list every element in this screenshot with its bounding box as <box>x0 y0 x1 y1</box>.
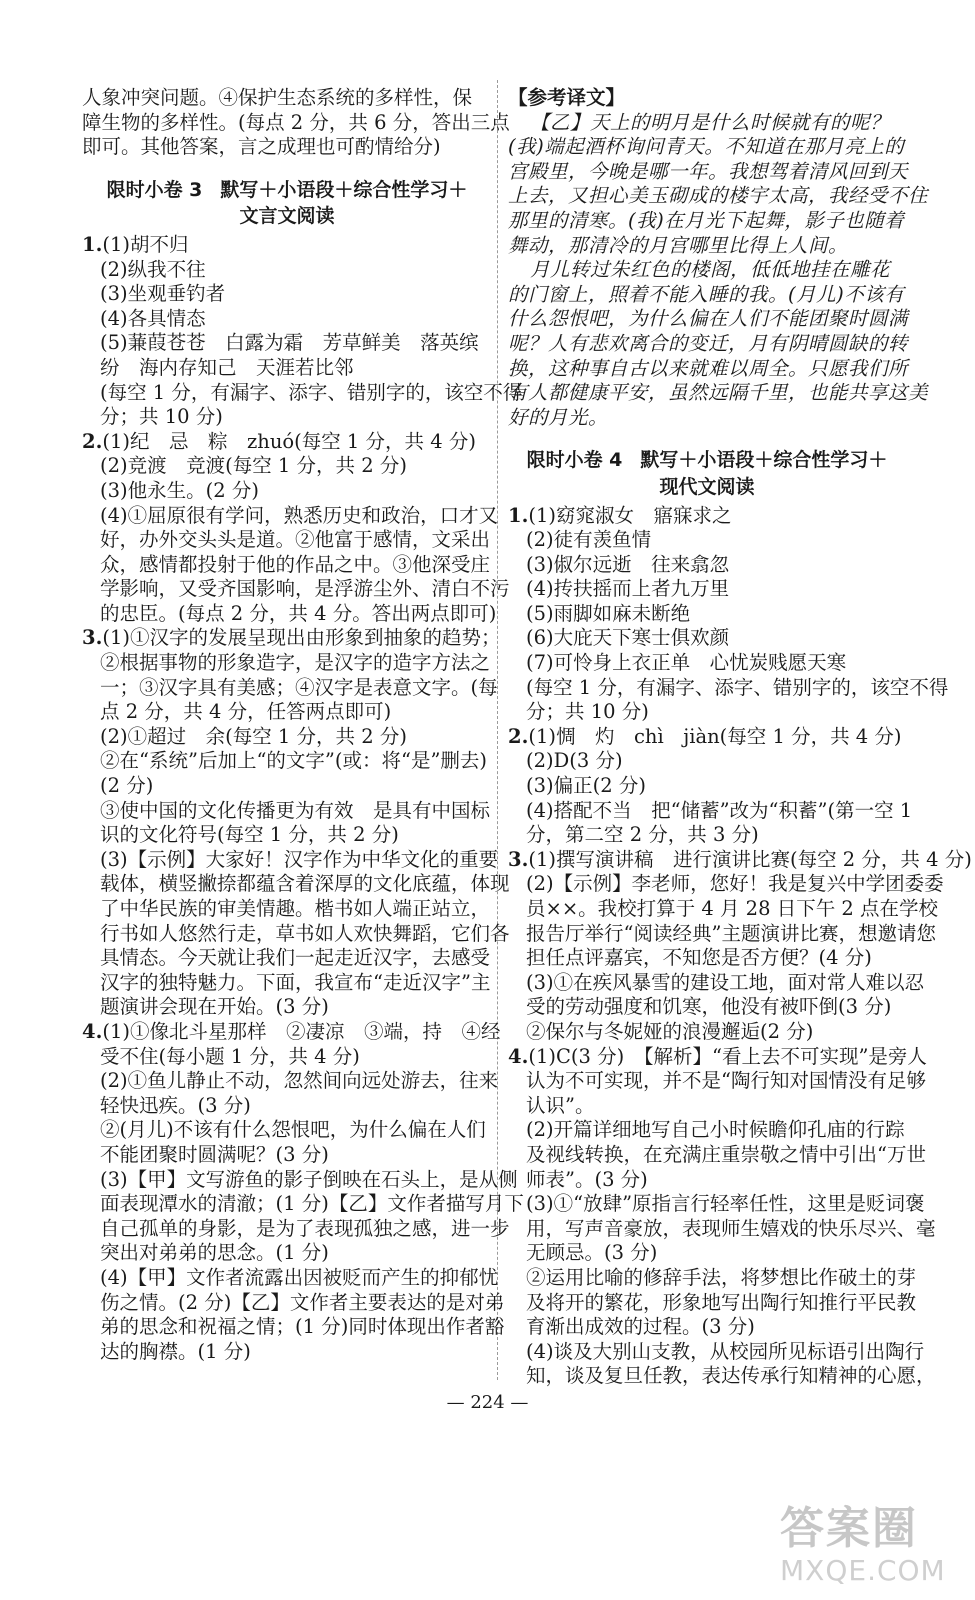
answer-line <box>508 847 972 873</box>
answer-text: 及视线转换，在充满庄重崇敬之情中引出“万世 <box>526 1142 926 1166</box>
answer-line <box>508 1118 906 1143</box>
answer-line <box>508 872 944 897</box>
translation-line: 月儿转过朱红色的楼阁，低低地挂在雕花 <box>530 258 891 282</box>
answer-line <box>82 282 492 307</box>
answer-line <box>82 307 492 332</box>
answer-text: 报告厅举行“阅读经典”主题演讲比赛，想邀请您 <box>526 921 936 945</box>
answer-line <box>508 1069 926 1094</box>
answer-line <box>508 1241 906 1266</box>
answer-text: (3)①在疾风暴雪的建设工地，面对常人难以忍 <box>526 970 925 994</box>
question-number: 2. <box>508 724 529 748</box>
answer-text: 好，办外交头头是道。②他富于感情，文采出 <box>100 528 491 552</box>
answer-text: (3)坐观垂钓者 <box>100 282 226 306</box>
answer-line <box>82 1241 492 1266</box>
answer-text: (5)雨脚如麻未断绝 <box>526 601 691 625</box>
answer-line <box>82 430 492 455</box>
answer-text: 学影响，又受齐国影响，是浮游尘外、清白不污 <box>100 577 510 601</box>
answer-text: (1)纪 忌 粽 zhuó(每空 1 分，共 4 分) <box>102 429 476 453</box>
answer-line <box>508 823 906 848</box>
translation-line: 有人都健康平安，虽然远隔千里，也能共享这美 <box>508 381 929 405</box>
answer-text: 及将开的繁花，形象地写出陶行知推行平民教 <box>526 1290 917 1314</box>
translation-line: 什么怨恨吧，为什么偏在人们不能团聚时圆满 <box>508 307 909 331</box>
answer-line <box>508 995 906 1020</box>
answer-line <box>82 258 492 283</box>
question-number: 3. <box>82 626 103 650</box>
translation-line: 呢？人有悲欢离合的变迁，月有阴晴圆缺的转 <box>508 331 909 355</box>
translation-line: 上去，又担心美玉砌成的楼宇太高，我经受不住 <box>508 184 929 208</box>
watermark-bottom: MXQE.COM <box>780 1554 946 1587</box>
answer-line <box>82 872 510 897</box>
answer-line <box>508 921 936 947</box>
translation-line: 舞动，那清冷的月宫哪里比得上人间。 <box>508 233 849 257</box>
answer-line <box>82 725 492 750</box>
answer-text: (3)【甲】文写游鱼的影子倒映在石头上，是从侧 <box>100 1167 518 1191</box>
answer-text: 一；③汉字具有美感；④汉字是表意文字。(每 <box>100 675 498 699</box>
answer-line <box>82 1265 499 1291</box>
answer-line <box>508 774 906 799</box>
answer-text: 汉字的独特魅力。下面，我宣布“走近汉字”主 <box>100 970 491 994</box>
answer-line <box>508 553 906 578</box>
answer-text: (2)竞渡 竞渡(每空 1 分，共 2 分) <box>100 454 407 478</box>
section-3-subtitle: 文言文阅读 <box>239 205 335 228</box>
section-4-heading: 默写＋小语段＋综合性学习＋ <box>640 449 888 472</box>
answer-text: (1)胡不归 <box>102 232 189 256</box>
answer-line <box>508 700 906 725</box>
answer-text: (4)各具情态 <box>100 306 206 330</box>
question-number: 4. <box>508 1044 529 1068</box>
answer-line <box>82 1192 524 1217</box>
page-number: — 224 — <box>446 1392 529 1413</box>
answer-line <box>508 675 949 701</box>
question-number: 3. <box>508 847 529 871</box>
translation-line: 宫殿里，今晚是哪一年。我想驾着清风回到天 <box>508 159 909 183</box>
answer-text: 知，谈及复旦任教，表达传承行知精神的心愿， <box>526 1364 936 1388</box>
answer-line <box>82 749 492 774</box>
answer-line <box>82 454 492 479</box>
answer-line <box>508 1216 936 1242</box>
answer-text: (每空 1 分，有漏字、添字、错别字的，该空不得 <box>526 675 949 699</box>
answer-line <box>508 602 906 627</box>
answer-text: (1)C(3 分) 【解析】“看上去不可实现”是旁人 <box>528 1044 927 1068</box>
answer-line <box>82 700 492 725</box>
answer-text: 自己孤单的身影，是为了表现孤独之感，进一步 <box>100 1216 510 1240</box>
answer-text: (3)偏正(2 分) <box>526 774 646 798</box>
answer-text: 师表”。(3 分) <box>526 1167 648 1191</box>
answer-line <box>82 601 497 627</box>
answer-line <box>508 1020 906 1045</box>
answer-text: (3)①“放肆”原指言行轻率任性，这里是贬词褒 <box>526 1192 925 1216</box>
answer-text: 突出对弟弟的思念。(1 分) <box>100 1241 329 1265</box>
answer-line <box>82 1069 499 1094</box>
translation-line: (我)端起酒杯询问青天。不知道在那月亮上的 <box>508 135 905 159</box>
reference-translation-header: 【参考译文】 <box>508 86 626 109</box>
answer-text: (3)【示例】大家好！汉字作为中华文化的重要 <box>100 847 499 871</box>
answer-text: 无顾忌。(3 分) <box>526 1241 658 1265</box>
text-line: 障生物的多样性。(每点 2 分，共 6 分，答出三点 <box>82 110 510 134</box>
answer-line <box>508 626 906 651</box>
answer-line <box>82 479 492 504</box>
answer-text: (5)蒹葭苍苍 白露为霜 芳草鲜美 落英缤 <box>100 331 479 355</box>
answer-text: 众，感情都投射于他的作品之中。③他深受庄 <box>100 552 491 576</box>
answer-line <box>82 331 492 356</box>
answer-text: 具情态。今天就让我们一起走近汉字，去感受 <box>100 946 491 970</box>
answer-line <box>508 577 906 602</box>
answer-text: (1)撰写演讲稿 进行演讲比赛(每空 2 分，共 4 分) <box>528 847 972 871</box>
section-4-subtitle: 现代文阅读 <box>659 475 755 498</box>
answer-line <box>508 749 906 774</box>
answer-line <box>82 799 492 824</box>
left-answer-list <box>82 232 524 1364</box>
answer-line <box>508 1044 927 1070</box>
answer-text: 认识”。 <box>526 1093 595 1117</box>
answer-line <box>508 1168 906 1193</box>
answer-line <box>508 651 906 676</box>
answer-line <box>82 405 492 430</box>
translation-line: 【乙】天上的明月是什么时候就有的呢？ <box>530 110 891 134</box>
answer-text: (2)纵我不往 <box>100 257 206 281</box>
answer-text: (2)开篇详细地写自己小时候瞻仰孔庙的行踪 <box>526 1118 905 1142</box>
answer-line <box>82 577 510 602</box>
answer-line <box>82 847 499 873</box>
answer-line <box>82 626 501 651</box>
answer-text: 员××。我校打算于 4 月 28 日下午 2 点在学校 <box>526 897 938 920</box>
answer-text: 育渐出成效的过程。(3 分) <box>526 1315 755 1339</box>
answer-text: (2 分) <box>100 774 154 798</box>
answer-line <box>82 1167 518 1193</box>
answer-line <box>82 356 492 381</box>
answer-line <box>508 504 906 529</box>
answer-line <box>82 946 492 971</box>
answer-text: 用，写声音豪放，表现师生嬉戏的快乐尽兴、毫 <box>526 1216 936 1240</box>
answer-text: 的忠臣。(每点 2 分，共 4 分。答出两点即可) <box>100 601 497 625</box>
left-intro <box>82 86 510 160</box>
answer-text: 识的文化符号(每空 1 分，共 2 分) <box>100 823 399 847</box>
answer-text: 认为不可实现，并不是“陶行知对国情没有足够 <box>526 1069 926 1093</box>
answer-text: ③使中国的文化传播更为有效 是具有中国标 <box>100 798 491 822</box>
answer-text: (2)①鱼儿静止不动，忽然间向远处游去，往来 <box>100 1069 499 1093</box>
answer-line <box>82 1143 492 1168</box>
answer-text: (2)【示例】李老师，您好！我是复兴中学团委委 <box>526 872 944 896</box>
answer-line <box>508 1290 917 1316</box>
answer-line <box>82 897 492 922</box>
answer-text: (2)徒有羡鱼情 <box>526 528 652 552</box>
answer-text: (4)【甲】文作者流露出因被贬而产生的抑郁忧 <box>100 1265 499 1289</box>
answer-line <box>508 725 906 750</box>
answer-text: (2)①超过 余(每空 1 分，共 2 分) <box>100 724 407 748</box>
answer-text: 分；共 10 分) <box>526 700 649 724</box>
answer-line <box>82 1118 492 1143</box>
answer-line <box>82 651 492 676</box>
section-4-label: 限时小卷 4 <box>526 449 623 472</box>
answer-line <box>508 897 938 922</box>
answer-text: (4)搭配不当 把“储蓄”改为“积蓄”(第一空 1 <box>526 798 913 822</box>
answer-text: 分，第二空 2 分，共 3 分) <box>526 823 759 847</box>
answer-line <box>508 1142 926 1168</box>
right-column <box>508 86 972 1389</box>
answer-text: 面表现潭水的清澈；(1 分)【乙】文作者描写月下 <box>100 1192 524 1216</box>
answer-text: (1)窈窕淑女 寤寐求之 <box>528 503 732 527</box>
answer-line <box>82 1019 501 1045</box>
text-line: 人象冲突问题。④保护生态系统的多样性，保 <box>82 86 473 109</box>
translation-line: 换，这种事自古以来就难以周全。只愿我们所 <box>508 356 909 380</box>
answer-line <box>508 1364 936 1389</box>
answer-text: ②运用比喻的修辞手法，将梦想比作破土的芽 <box>526 1265 917 1289</box>
answer-line <box>508 1094 906 1119</box>
answer-text: 了中华民族的审美情趣。楷书如人端正站立， <box>100 897 491 920</box>
answer-line <box>508 798 913 824</box>
answer-text: (4)谈及大别山支教，从校园所见标语引出陶行 <box>526 1339 925 1363</box>
reference-translation <box>508 110 929 431</box>
section-3-label: 限时小卷 3 <box>106 178 203 201</box>
answer-text: (1)①汉字的发展呈现出由形象到抽象的趋势； <box>102 626 501 650</box>
answer-line <box>82 380 523 406</box>
answer-text: 载体，横竖撇捺都蕴含着深厚的文化底蕴，体现 <box>100 872 510 896</box>
answer-line <box>82 553 492 578</box>
answer-line <box>508 970 925 996</box>
answer-line <box>82 1290 505 1316</box>
watermark-top: 答案圈 <box>780 1503 918 1554</box>
answer-text: (4)①屈原很有学问，熟悉历史和政治，口才又 <box>100 503 499 527</box>
right-answer-list <box>508 503 972 1389</box>
answer-text: ②根据事物的形象造字，是汉字的造字方法之 <box>100 651 491 675</box>
answer-text: (1)①像北斗星那样 ②凄凉 ③端，持 ④经 <box>102 1019 501 1043</box>
answer-line <box>508 1315 906 1340</box>
answer-line <box>82 823 492 848</box>
answer-line <box>82 921 510 947</box>
answer-text: ②在“系统”后加上“的文字”(或：将“是”删去) <box>100 749 488 773</box>
question-number: 1. <box>82 232 103 256</box>
answer-text: 题演讲会现在开始。(3 分) <box>100 995 329 1019</box>
answer-text: (2)D(3 分) <box>526 749 623 773</box>
answer-text: (4)抟扶摇而上者九万里 <box>526 577 730 601</box>
answer-line <box>82 1216 510 1242</box>
answer-text: ②保尔与冬妮娅的浪漫邂逅(2 分) <box>526 1019 814 1043</box>
translation-line: 那里的清寒。(我)在月光下起舞，影子也随着 <box>508 208 905 232</box>
answer-text: (1)惆 灼 chì jiàn(每空 1 分，共 4 分) <box>528 724 902 748</box>
question-number: 1. <box>508 503 529 527</box>
answer-text: (3)俶尔远逝 往来翕忽 <box>526 552 730 576</box>
answer-text: 担任点评嘉宾，不知您是否方便？(4 分) <box>526 946 872 970</box>
section-4-title <box>508 448 906 473</box>
answer-text: 受不住(每小题 1 分，共 4 分) <box>100 1044 360 1068</box>
answer-line <box>508 528 906 553</box>
answer-text: 纷 海内存知己 天涯若比邻 <box>100 355 354 379</box>
answer-text: (3)他永生。(2 分) <box>100 478 259 502</box>
answer-text: (每空 1 分，有漏字、添字、错别字的，该空不得 <box>100 380 523 404</box>
answer-line <box>82 1340 492 1365</box>
answer-text: 弟的思念和祝福之情；(1 分)同时体现出作者豁 <box>100 1315 505 1339</box>
answer-text: 点 2 分，共 4 分，任答两点即可) <box>100 700 392 724</box>
answer-line <box>508 1339 925 1365</box>
answer-text: (7)可怜身上衣正单 心忧炭贱愿天寒 <box>526 651 847 675</box>
answer-line <box>82 971 492 996</box>
answer-text: 不能团聚时圆满呢？(3 分) <box>100 1142 329 1166</box>
answer-line <box>82 774 492 799</box>
answer-line <box>82 503 499 529</box>
answer-text: 受的劳动强度和饥寒，他没有被吓倒(3 分) <box>526 995 892 1019</box>
text-line: 即可。其他答案，言之成理也可酌情给分) <box>82 135 441 159</box>
answer-line <box>82 1094 492 1119</box>
answer-text: (6)大庇天下寒士俱欢颜 <box>526 626 730 650</box>
answer-line <box>82 233 492 258</box>
translation-line: 好的月光。 <box>508 405 609 429</box>
question-number: 2. <box>82 429 103 453</box>
translation-line: 的门窗上，照着不能入睡的我。(月儿)不该有 <box>508 282 905 306</box>
answer-text: 达的胸襟。(1 分) <box>100 1339 251 1363</box>
answer-text: ②(月儿)不该有什么怨恨吧，为什么偏在人们 <box>100 1118 486 1142</box>
answer-line <box>508 1265 917 1291</box>
answer-text: 伤之情。(2 分)【乙】文作者主要表达的是对弟 <box>100 1290 505 1314</box>
answer-line <box>82 675 498 701</box>
answer-text: 轻快迅疾。(3 分) <box>100 1093 251 1117</box>
left-column <box>82 86 524 1364</box>
section-3-title <box>82 178 492 203</box>
answer-line <box>82 1045 492 1070</box>
answer-line <box>82 528 492 553</box>
watermark-logo <box>780 1492 970 1592</box>
question-number: 4. <box>82 1019 103 1043</box>
answer-text: 分；共 10 分) <box>100 405 223 429</box>
answer-text: 行书如人悠然行走，草书如人欢快舞蹈，它们各 <box>100 921 510 945</box>
answer-line <box>82 1315 505 1340</box>
section-3-heading: 默写＋小语段＋综合性学习＋ <box>220 178 468 201</box>
answer-line <box>82 995 492 1020</box>
answer-line <box>508 946 906 971</box>
answer-line <box>508 1192 925 1217</box>
